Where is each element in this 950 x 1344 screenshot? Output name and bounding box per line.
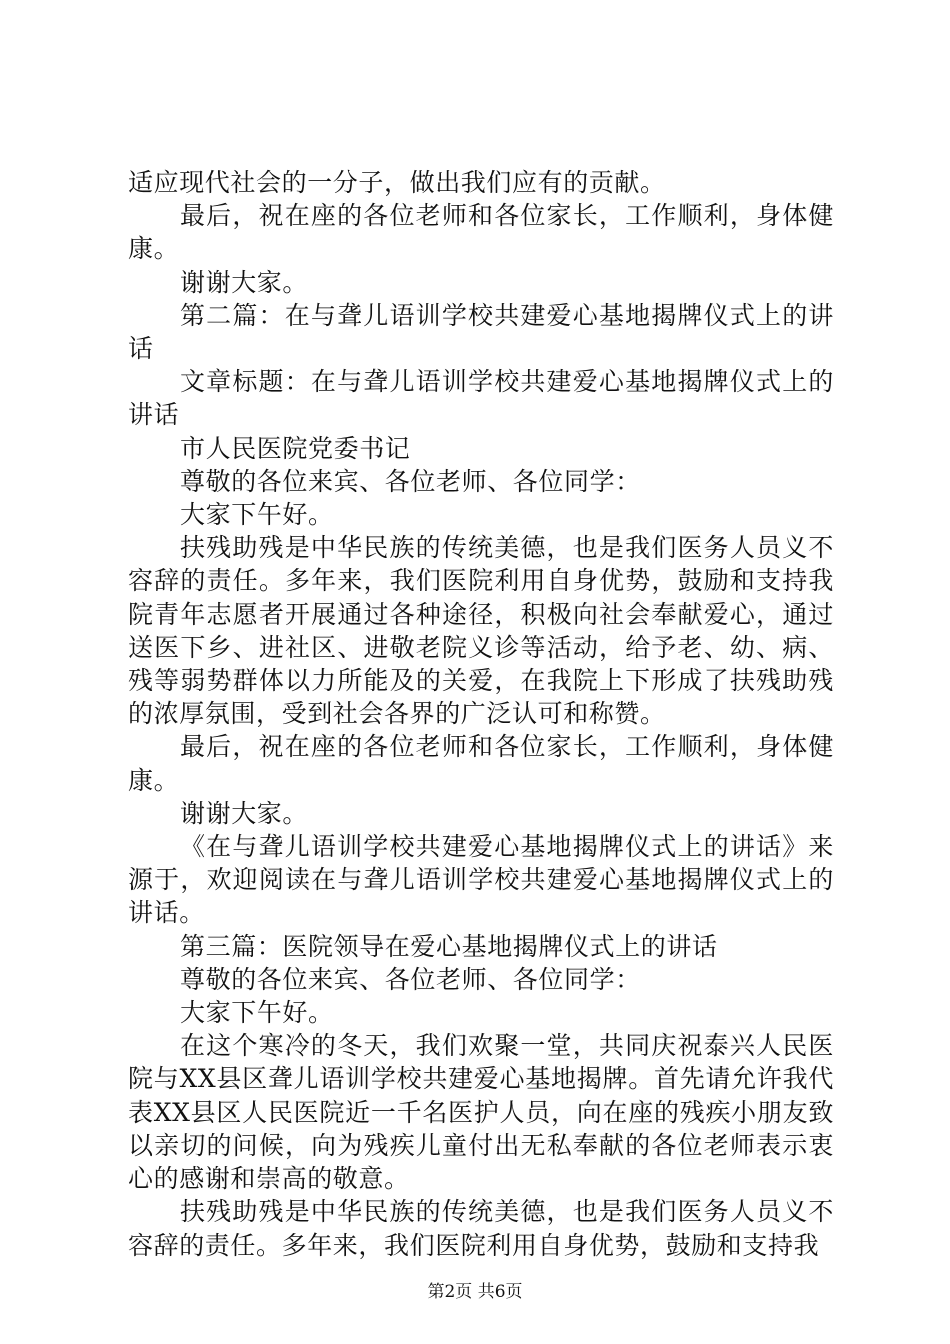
greeting: 大家下午好。 bbox=[180, 500, 334, 530]
page-footer bbox=[0, 1277, 950, 1302]
paragraph: 最后，祝在座的各位老师和各位家长，工作顺利，身体健康。 bbox=[128, 732, 834, 795]
document-body bbox=[128, 166, 834, 1262]
source-note: 《在与聋儿语训学校共建爱心基地揭牌仪式上的讲话》来源于，欢迎阅读在与聋儿语训学校共建爱心基地揭牌仪式上的讲话。 bbox=[128, 832, 834, 928]
section-heading: 第三篇：医院领导在爱心基地揭牌仪式上的讲话 bbox=[180, 931, 718, 961]
article-title: 文章标题：在与聋儿语训学校共建爱心基地揭牌仪式上的讲话 bbox=[128, 367, 834, 430]
paragraph: 扶残助残是中华民族的传统美德，也是我们医务人员义不容辞的责任。多年来，我们医院利用自身优势，鼓励和支持我院青年志愿者开展通过各种途径，积极向社会奉献爱心，通过送医下乡、进社区、进敬老院义诊等活动，给予老、幼、病、残等弱势群体以力所能及的关爱，在我院上下形成了扶残助残的浓厚氛围，受到社会各界的广泛认可和称赞。 bbox=[128, 533, 834, 729]
salutation: 尊敬的各位来宾、各位老师、各位同学： bbox=[180, 964, 641, 994]
paragraph: 谢谢大家。 bbox=[180, 798, 309, 828]
paragraph: 适应现代社会的一分子，做出我们应有的贡献。 bbox=[128, 168, 666, 197]
paragraph: 最后，祝在座的各位老师和各位家长，工作顺利，身体健康。 bbox=[128, 201, 834, 264]
speaker-line: 市人民医院党委书记 bbox=[180, 433, 411, 463]
page-number: 第2页 共6页 bbox=[427, 1282, 523, 1302]
paragraph: 在这个寒冷的冬天，我们欢聚一堂，共同庆祝泰兴人民医院与XX县区聋儿语训学校共建爱心基地揭牌。首先请允许我代表XX县区人民医院近一千名医护人员，向在座的残疾小朋友致以亲切的问候，向为残疾儿童付出无私奉献的各位老师表示衷心的感谢和崇高的敬意。 bbox=[128, 1031, 834, 1194]
section-heading: 第二篇：在与聋儿语训学校共建爱心基地揭牌仪式上的讲话 bbox=[128, 300, 834, 364]
paragraph: 扶残助残是中华民族的传统美德，也是我们医务人员义不容辞的责任。多年来，我们医院利用自身优势，鼓励和支持我 bbox=[128, 1197, 834, 1260]
greeting: 大家下午好。 bbox=[180, 998, 334, 1028]
paragraph: 谢谢大家。 bbox=[180, 267, 309, 297]
salutation: 尊敬的各位来宾、各位老师、各位同学： bbox=[180, 466, 641, 496]
